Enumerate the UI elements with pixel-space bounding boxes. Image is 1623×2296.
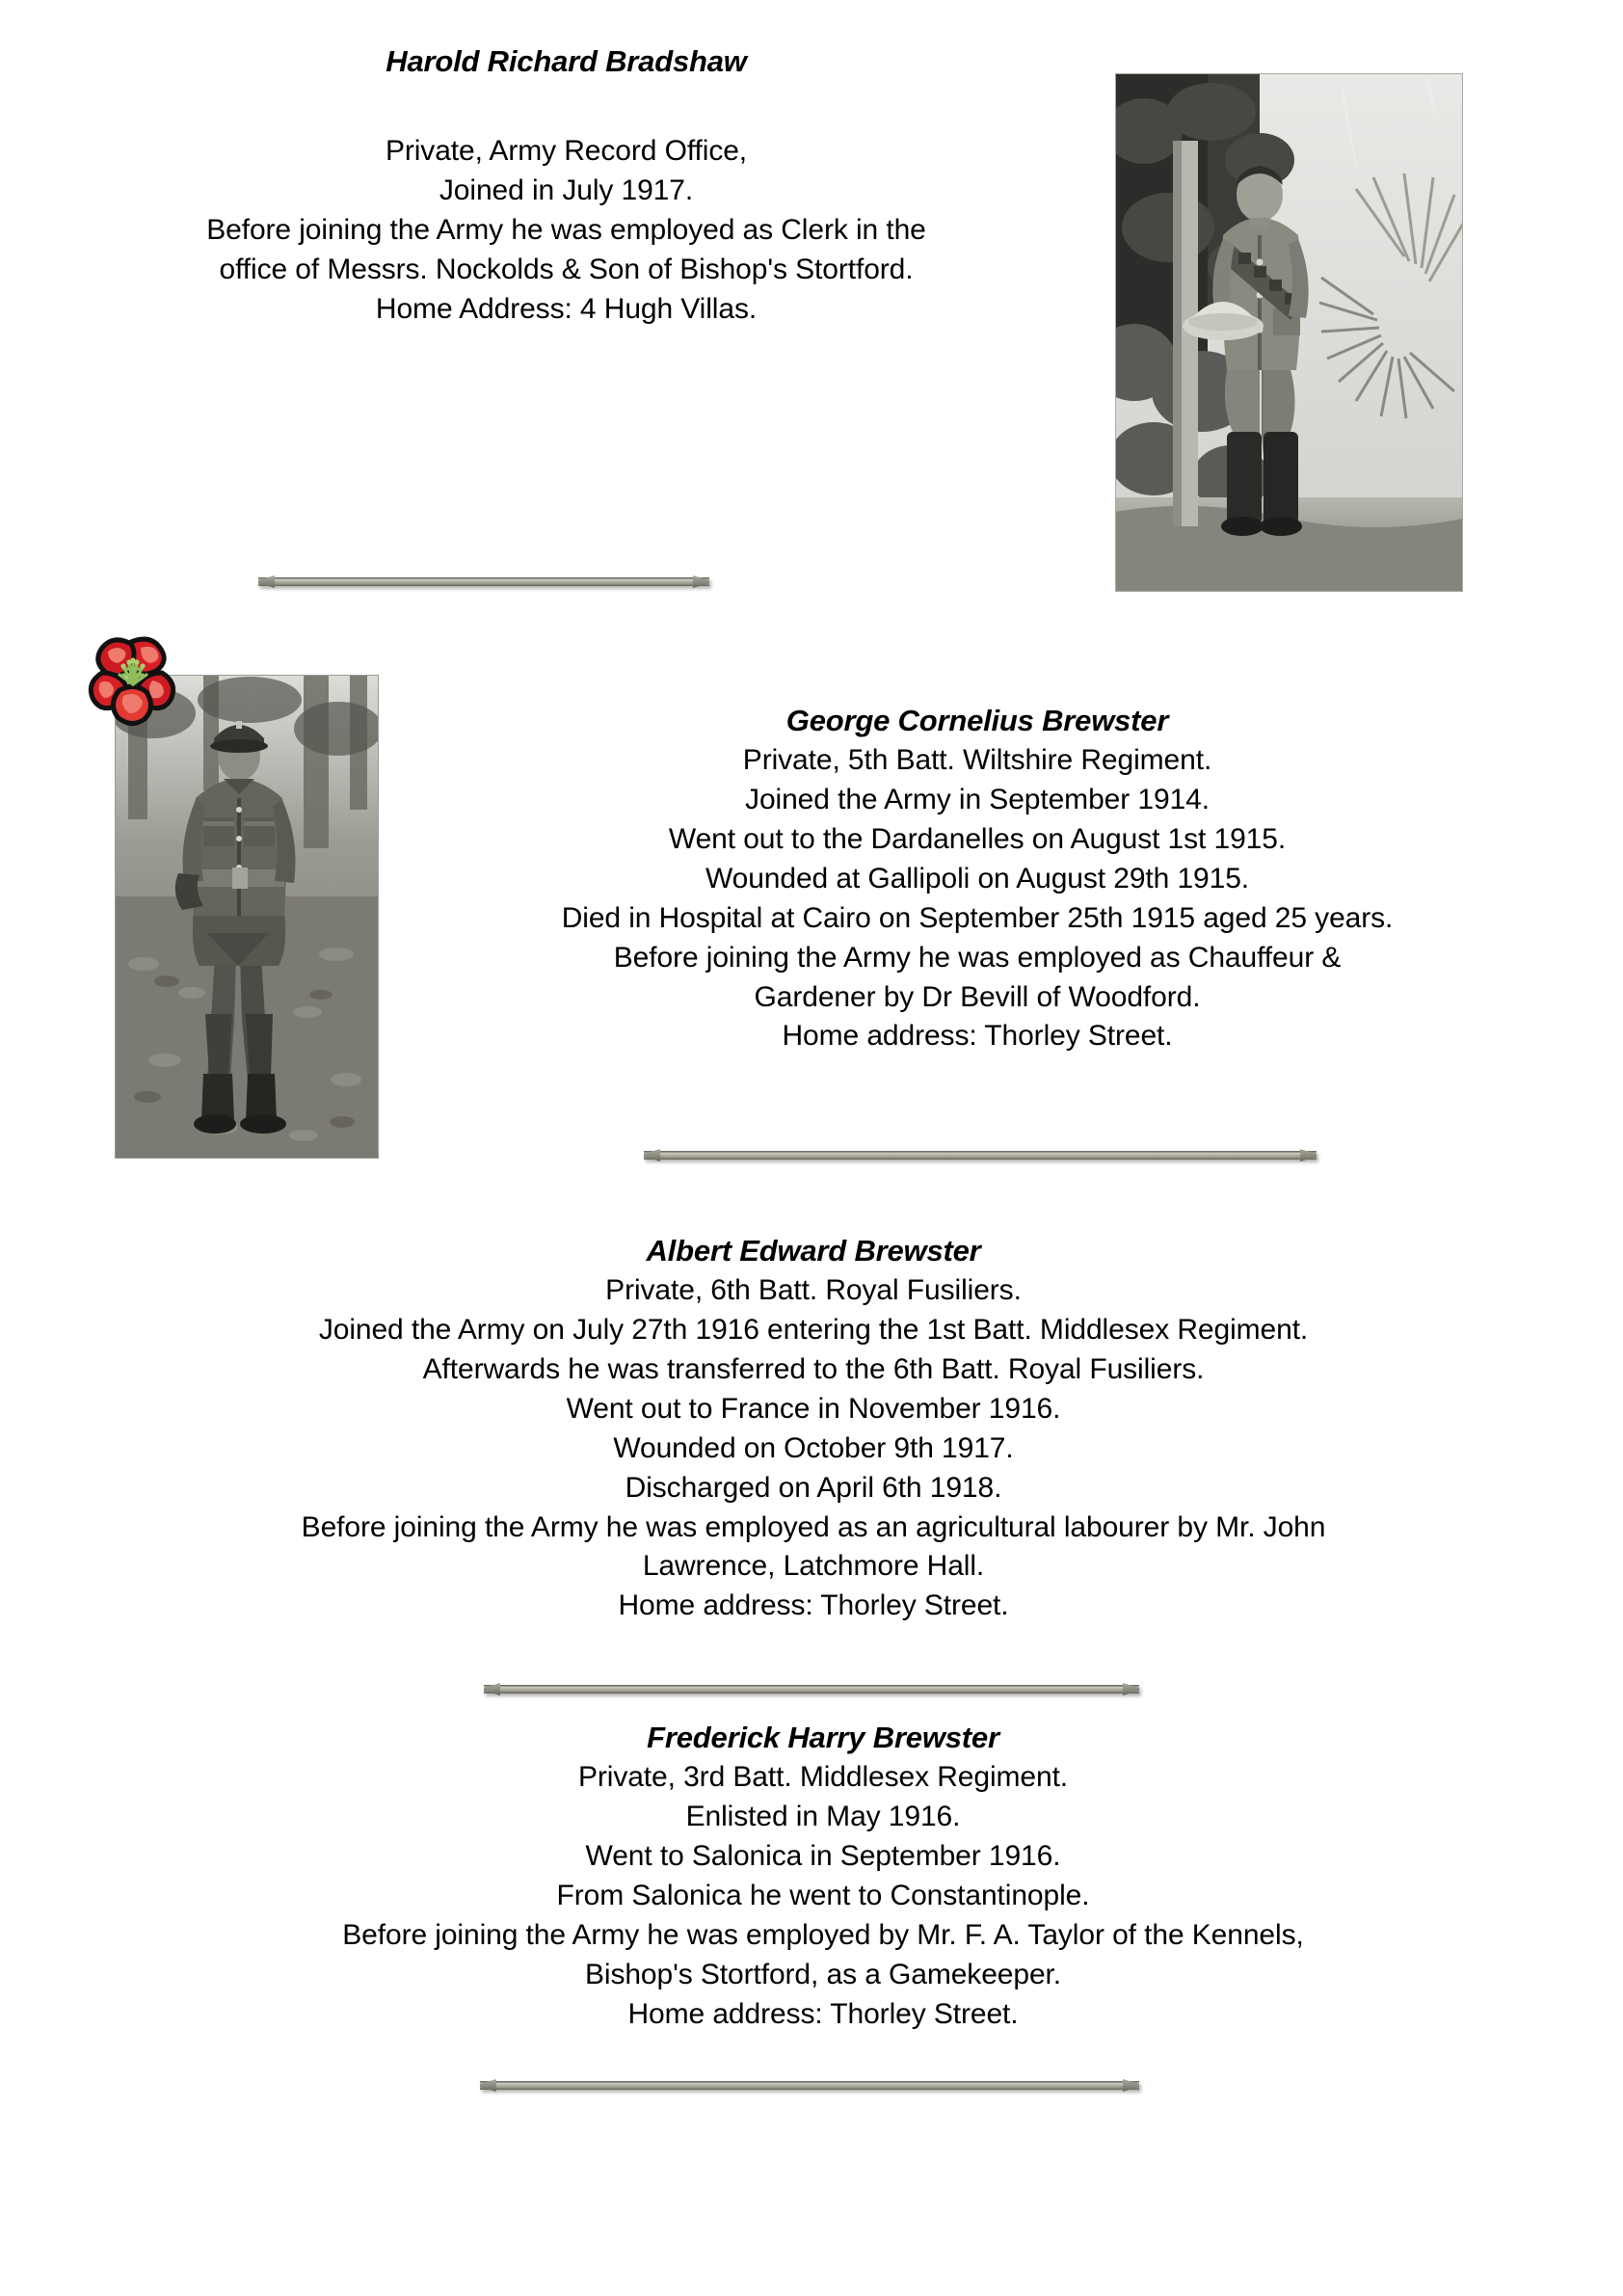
entry-line: Joined the Army in September 1914. <box>745 783 1210 815</box>
entry-line: Home Address: 4 Hugh Villas. <box>375 292 758 325</box>
entry-line: Bishop's Stortford, as a Gamekeeper. <box>584 1958 1062 1990</box>
entry-line: Went out to the Dardanelles on August 1st 1915. <box>668 822 1287 855</box>
entry-line: office of Messrs. Nockolds & Son of Bishop's Stortford. <box>219 253 914 285</box>
section-divider <box>644 1144 1317 1165</box>
entry-george <box>409 702 1546 1056</box>
section-divider <box>484 1678 1139 1699</box>
entry-line: Private, 6th Batt. Royal Fusiliers. <box>605 1273 1022 1306</box>
entry-line: Discharged on April 6th 1918. <box>625 1471 1002 1504</box>
entry-frederick <box>139 1719 1507 2034</box>
photo-george-cornelius-brewster <box>115 675 379 1159</box>
entry-line: Joined the Army on July 27th 1916 entering the 1st Batt. Middlesex Regiment. <box>318 1313 1309 1346</box>
section-divider <box>480 2074 1139 2096</box>
entry-bradshaw <box>58 42 1075 330</box>
entry-title-albert: Albert Edward Brewster <box>646 1234 981 1268</box>
entry-line: Wounded at Gallipoli on August 29th 1915. <box>705 862 1250 894</box>
section-divider <box>258 571 709 592</box>
entry-line: Went out to France in November 1916. <box>566 1392 1061 1425</box>
entry-line: Home address: Thorley Street. <box>627 1997 1019 2030</box>
photo-harold-richard-bradshaw <box>1115 73 1463 592</box>
entry-line: Private, 3rd Batt. Middlesex Regiment. <box>577 1760 1069 1793</box>
entry-line: Afterwards he was transferred to the 6th Batt. Royal Fusiliers. <box>422 1352 1205 1385</box>
entry-line: Died in Hospital at Cairo on September 25th 1915 aged 25 years. <box>561 901 1394 934</box>
poppy-icon <box>81 630 185 731</box>
entry-line: Private, Army Record Office, <box>385 134 748 167</box>
entry-line: Before joining the Army he was employed by Mr. F. A. Taylor of the Kennels, <box>342 1918 1304 1951</box>
entry-line: Lawrence, Latchmore Hall. <box>642 1550 985 1583</box>
entry-title-george: George Cornelius Brewster <box>785 704 1169 737</box>
entry-line: Wounded on October 9th 1917. <box>613 1431 1014 1464</box>
entry-line: Home address: Thorley Street. <box>782 1020 1173 1053</box>
entry-line: Gardener by Dr Bevill of Woodford. <box>754 980 1201 1013</box>
entry-line: Before joining the Army he was employed as an agricultural labourer by Mr. John <box>301 1510 1326 1543</box>
entry-title-bradshaw: Harold Richard Bradshaw <box>386 44 747 78</box>
entry-line: Before joining the Army he was employed as Chauffeur & <box>613 941 1342 974</box>
entry-line: Before joining the Army he was employed as Clerk in the <box>206 213 926 246</box>
entry-line: Enlisted in May 1916. <box>685 1800 961 1832</box>
entry-albert <box>116 1232 1511 1626</box>
entry-line: Private, 5th Batt. Wiltshire Regiment. <box>742 743 1212 776</box>
entry-line: From Salonica he went to Constantinople. <box>556 1879 1090 1911</box>
entry-line: Went to Salonica in September 1916. <box>585 1839 1061 1872</box>
entry-line: Joined in July 1917. <box>439 174 694 206</box>
entry-line: Home address: Thorley Street. <box>618 1589 1009 1622</box>
entry-title-frederick: Frederick Harry Brewster <box>647 1721 999 1754</box>
